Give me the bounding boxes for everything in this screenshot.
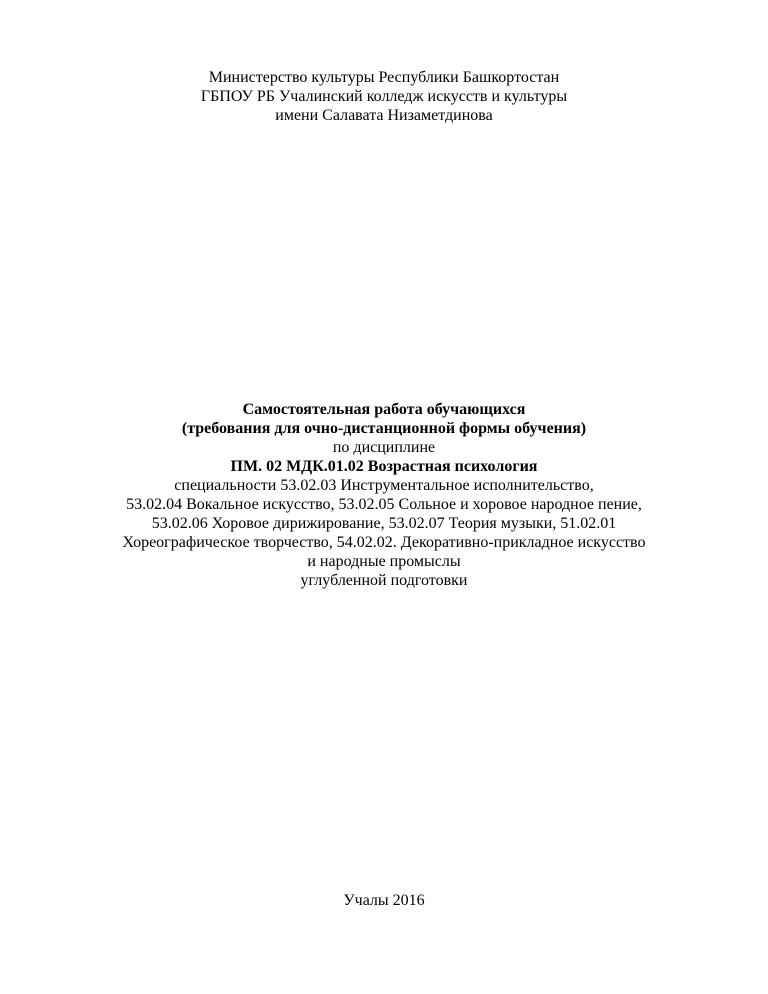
specialty-line: 53.02.04 Вокальное искусство, 53.02.05 Сольное и хоровое народное пение, bbox=[126, 496, 642, 513]
institution-header bbox=[0, 68, 768, 125]
discipline-intro: по дисциплине bbox=[332, 439, 436, 456]
place-year: Учалы 2016 bbox=[343, 892, 425, 909]
discipline-name: ПМ. 02 МДК.01.02 Возрастная психология bbox=[230, 458, 538, 475]
document-heading: Самостоятельная работа обучающихся bbox=[242, 401, 526, 418]
specialty-line: Хореографическое творчество, 54.02.02. Декоративно-прикладное искусство bbox=[122, 534, 646, 551]
specialty-line: 53.02.06 Хоровое дирижирование, 53.02.07 Теория музыки, 51.02.01 bbox=[151, 515, 617, 532]
specialty-line: и народные промыслы bbox=[307, 553, 461, 570]
footer-block bbox=[0, 891, 768, 910]
document-title-block bbox=[0, 400, 768, 590]
ministry-line: Министерство культуры Республики Башкортостан bbox=[208, 69, 560, 86]
training-level: углубленной подготовки bbox=[300, 572, 468, 589]
college-name-line: имени Салавата Низаметдинова bbox=[275, 107, 493, 124]
specialty-line: специальности 53.02.03 Инструментальное исполнительство, bbox=[174, 477, 594, 494]
document-subheading: (требования для очно-дистанционной формы обучения) bbox=[181, 420, 587, 437]
college-line: ГБПОУ РБ Учалинский колледж искусств и культуры bbox=[200, 88, 568, 105]
